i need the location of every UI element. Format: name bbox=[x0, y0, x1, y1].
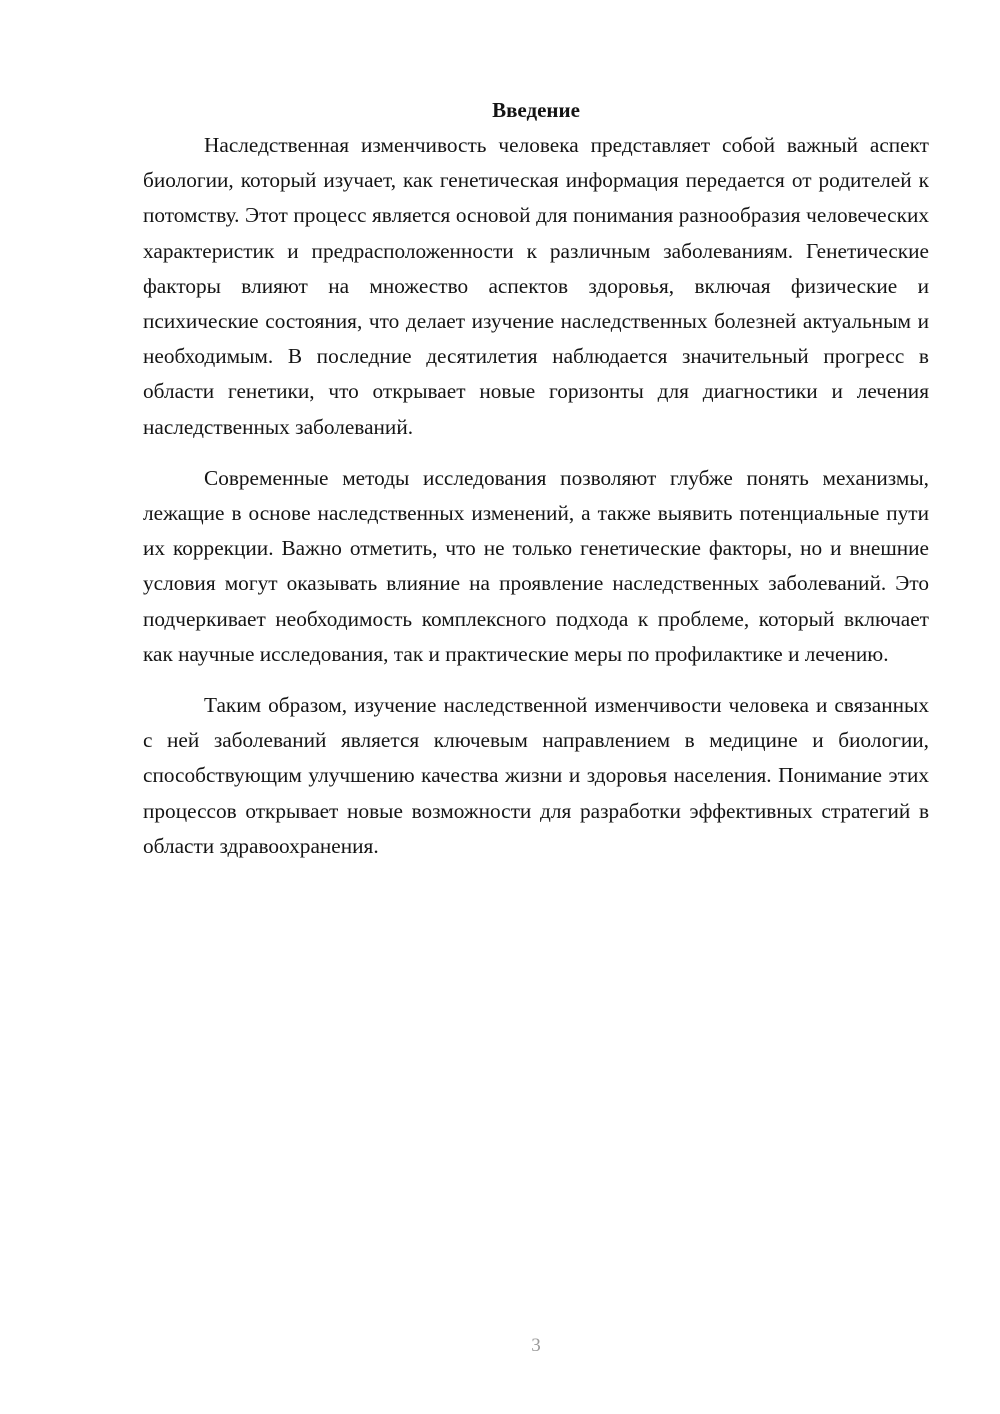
page-content bbox=[143, 93, 929, 864]
paragraph-2: Современные методы исследования позволяют глубже понять механизмы, лежащие в основе наследственных изменений, а также выявить потенциальные пути их коррекции. Важно отметить, что не только генетические факторы, но и внешние условия могут оказывать влияние на проявление наследственных заболеваний. Это подчеркивает необходимость комплексного подхода к проблеме, который включает как научные исследования, так и практические меры по профилактике и лечению. bbox=[143, 465, 929, 666]
page-number: 3 bbox=[531, 1335, 541, 1356]
paragraph-3: Таким образом, изучение наследственной изменчивости человека и связанных с ней заболеваний является ключевым направлением в медицине и биологии, способствующим улучшению качества жизни и здоровья населения. Понимание этих процессов открывает новые возможности для разработки эффективных стратегий в области здравоохранения. bbox=[143, 693, 929, 858]
section-heading: Введение bbox=[492, 98, 580, 122]
paragraph-1: Наследственная изменчивость человека представляет собой важный аспект биологии, который изучает, как генетическая информация передается от родителей к потомству. Этот процесс является основой для понимания разнообразия человеческих характеристик и предрасположенности к различным заболеваниям. Генетические факторы влияют на множество аспектов здоровья, включая физические и психические состояния, что делает изучение наследственных болезней актуальным и необходимым. В последние десятилетия наблюдается значительный прогресс в области генетики, что открывает новые горизонты для диагностики и лечения наследственных заболеваний. bbox=[143, 133, 929, 439]
